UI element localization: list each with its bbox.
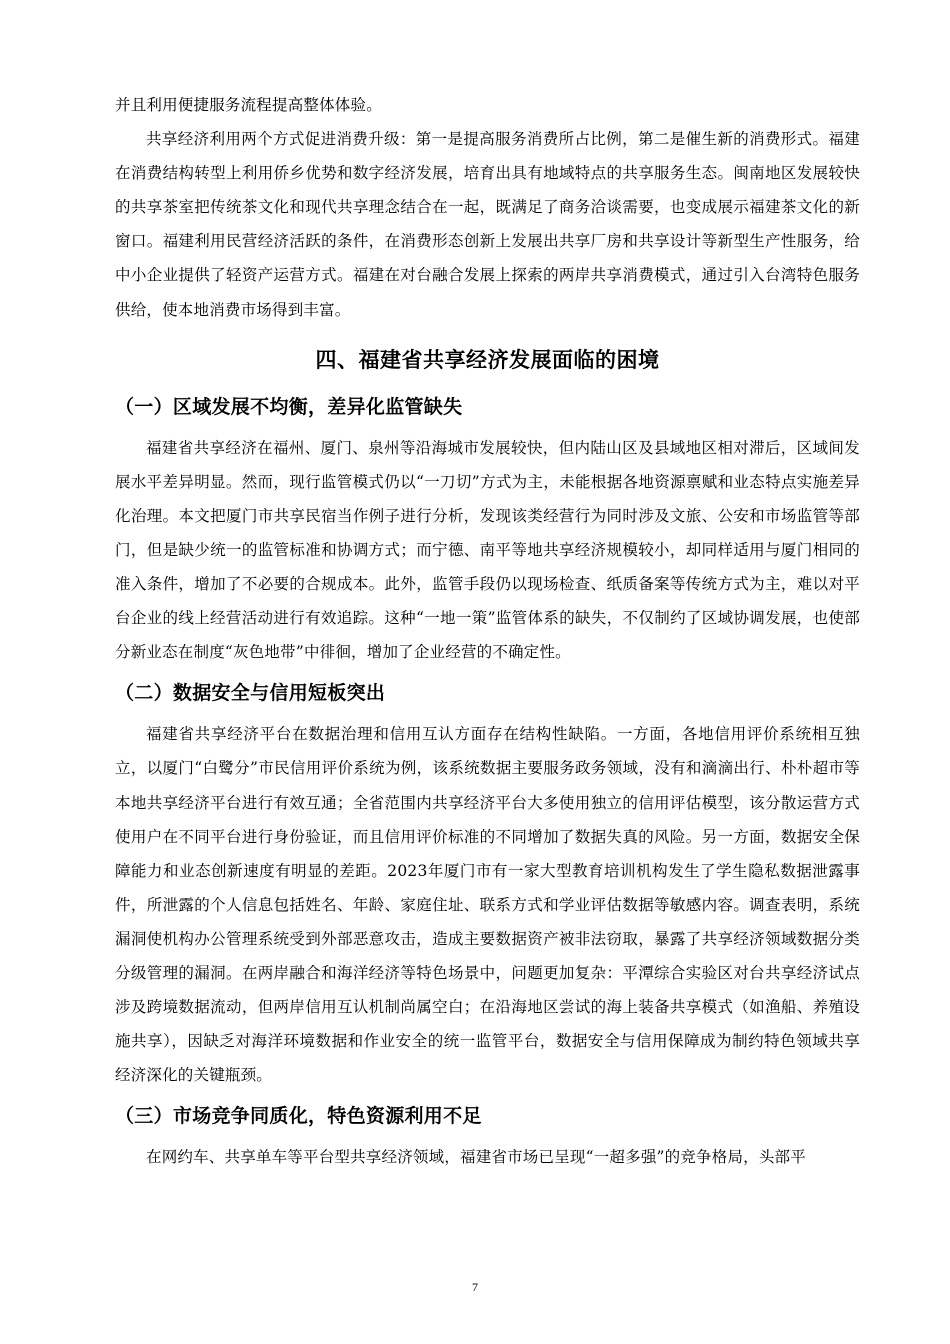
- paragraph-market-competition: 在网约车、共享单车等平台型共享经济领域，福建省市场已呈现“一超多强”的竞争格局，头部平: [146, 1148, 806, 1167]
- subsection-title-3: （三）市场竞争同质化，特色资源利用不足: [115, 1105, 482, 1128]
- document-body: [115, 88, 860, 1174]
- paragraph-consumption-upgrade: 共享经济利用两个方式促进消费升级：第一是提高服务消费所占比例，第二是催生新的消费形式。福建在消费结构转型上利用侨乡优势和数字经济发展，培育出具有地域特点的共享服务生态。闽南地区发展较快的共享茶室把传统茶文化和现代共享理念结合在一起，既满足了商务洽谈需要，也变成展示福建茶文化的新窗口。福建利用民营经济活跃的条件，在消费形态创新上发展出共享厂房和共享设计等新型生产性服务，给中小企业提供了轻资产运营方式。福建在对台融合发展上探索的两岸共享消费模式，通过引入台湾特色服务供给，使本地消费市场得到丰富。: [115, 130, 860, 319]
- paragraph-data-security: 福建省共享经济平台在数据治理和信用互认方面存在结构性缺陷。一方面，各地信用评价系统相互独立，以厦门“白鹭分”市民信用评价系统为例，该系统数据主要服务政务领域，没有和滴滴出行、朴朴超市等本地共享经济平台进行有效互通；全省范围内共享经济平台大多使用独立的信用评估模型，该分散运营方式使用户在不同平台进行身份验证，而且信用评价标准的不同增加了数据失真的风险。另一方面，数据安全保障能力和业态创新速度有明显的差距。2023年厦门市有一家大型教育培训机构发生了学生隐私数据泄露事件，所泄露的个人信息包括姓名、年龄、家庭住址、联系方式和学业评估数据等敏感内容。调查表明，系统漏洞使机构办公管理系统受到外部恶意攻击，造成主要数据资产被非法窃取，暴露了共享经济领域数据分类分级管理的漏洞。在两岸融合和海洋经济等特色场景中，问题更加复杂：平潭综合实验区对台共享经济试点涉及跨境数据流动，但两岸信用互认机制尚属空白；在沿海地区尝试的海上装备共享模式（如渔船、养殖设施共享），因缺乏对海洋环境数据和作业安全的统一监管平台，数据安全与信用保障成为制约特色领域共享经济深化的关键瓶颈。: [115, 725, 860, 1085]
- subsection-title-1: （一）区域发展不均衡，差异化监管缺失: [115, 395, 463, 418]
- paragraph-regional-regulation: 福建省共享经济在福州、厦门、泉州等沿海城市发展较快，但内陆山区及县域地区相对滞后，区域间发展水平差异明显。然而，现行监管模式仍以“一刀切”方式为主，未能根据各地资源禀赋和业态特点实施差异化治理。本文把厦门市共享民宿当作例子进行分析，发现该类经营行为同时涉及文旅、公安和市场监管等部门，但是缺少统一的监管标准和协调方式；而宁德、南平等地共享经济规模较小，却同样适用与厦门相同的准入条件，增加了不必要的合规成本。此外，监管手段仍以现场检查、纸质备案等传统方式为主，难以对平台企业的线上经营活动进行有效追踪。这种“一地一策”监管体系的缺失，不仅制约了区域协调发展，也使部分新业态在制度“灰色地带”中徘徊，增加了企业经营的不确定性。: [115, 438, 860, 662]
- page-number: 7: [472, 1280, 478, 1294]
- paragraph-continuation: 并且利用便捷服务流程提高整体体验。: [115, 96, 382, 114]
- subsection-title-2: （二）数据安全与信用短板突出: [115, 682, 386, 705]
- section-title-four: 四、福建省共享经济发展面临的困境: [315, 347, 660, 372]
